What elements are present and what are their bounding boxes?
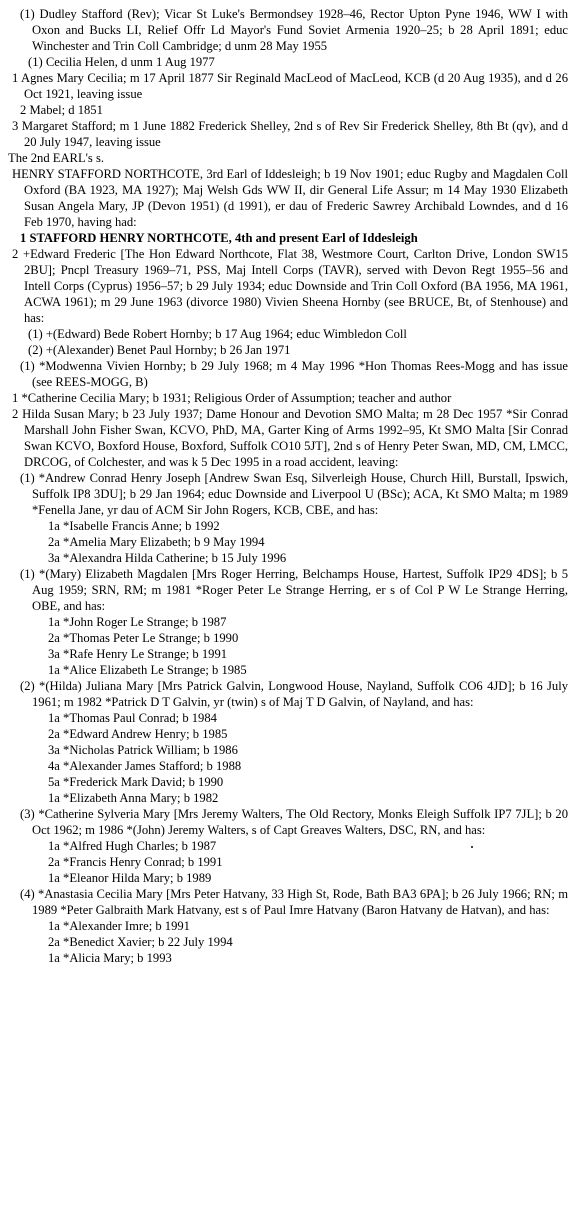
entry-paragraph: 3a *Rafe Henry Le Strange; b 1991 xyxy=(48,647,228,661)
entry-paragraph: (2) *(Hilda) Juliana Mary [Mrs Patrick Galvin, Longwood House, Nayland, Suffolk CO6 4JD]; b 16 July 1961; m 1982 *Patrick D T Galvin, yr (twin) s of Maj T D Galvin, of Nayland, and has: xyxy=(20,679,568,709)
entry-paragraph: (1) *(Mary) Elizabeth Magdalen [Mrs Roger Herring, Belchamps House, Hartest, Suffolk IP29 4DS]; b 5 Aug 1959; SRN, RM; m 1981 *Roger Peter Le Strange Herring, er s of Col P W Le Strange Herring, OBE, and has: xyxy=(20,567,568,613)
entry-paragraph: (3) *Catherine Sylveria Mary [Mrs Jeremy Walters, The Old Rectory, Monks Eleigh Suffolk IP7 7JL]; b 20 Oct 1962; m 1986 *(John) Jeremy Walters, s of Capt Greaves Walters, DSC, RN, and has: xyxy=(20,807,568,837)
entry-paragraph: The 2nd EARL's s. xyxy=(8,151,105,165)
entry-paragraph: 2a *Benedict Xavier; b 22 July 1994 xyxy=(48,935,233,949)
entry-paragraph: 1a *Thomas Paul Conrad; b 1984 xyxy=(48,711,217,725)
entry-paragraph: 1a *Alexander Imre; b 1991 xyxy=(48,919,190,933)
entry-paragraph: 1 Agnes Mary Cecilia; m 17 April 1877 Sir Reginald MacLeod of MacLeod, KCB (d 20 Aug 1935), and d 26 Oct 1921, leaving issue xyxy=(12,71,568,101)
entry-paragraph: 1a *John Roger Le Strange; b 1987 xyxy=(48,615,227,629)
entry-paragraph: 2a *Francis Henry Conrad; b 1991 xyxy=(48,855,223,869)
entry-paragraph: 1a *Alice Elizabeth Le Strange; b 1985 xyxy=(48,663,247,677)
entry-paragraph: 1a *Isabelle Francis Anne; b 1992 xyxy=(48,519,220,533)
entry-paragraph: 1a *Eleanor Hilda Mary; b 1989 xyxy=(48,871,212,885)
stray-mark xyxy=(471,846,473,848)
entry-paragraph: 5a *Frederick Mark David; b 1990 xyxy=(48,775,224,789)
entry-paragraph: (1) Cecilia Helen, d unm 1 Aug 1977 xyxy=(28,55,215,69)
entry-paragraph: 3a *Nicholas Patrick William; b 1986 xyxy=(48,743,238,757)
entry-paragraph: 1a *Elizabeth Anna Mary; b 1982 xyxy=(48,791,219,805)
entry-paragraph: (1) *Modwenna Vivien Hornby; b 29 July 1968; m 4 May 1996 *Hon Thomas Rees-Mogg and has issue (see REES-MOGG, B) xyxy=(20,359,568,389)
genealogy-entries xyxy=(8,6,568,966)
entry-paragraph: 3a *Alexandra Hilda Catherine; b 15 July 1996 xyxy=(48,551,287,565)
entry-paragraph: (1) *Andrew Conrad Henry Joseph [Andrew Swan Esq, Silverleigh House, Church Hill, Burstall, Ipswich, Suffolk IP8 3DU]; b 29 Jan 1964; educ Downside and Liverpool U (BSc); ACA, Kt SMO Malta; m 1989 *Fenella Jane, yr dau of ACM Sir John Rogers, KCB, CBE, and has: xyxy=(20,471,568,517)
entry-paragraph: 1 STAFFORD HENRY NORTHCOTE, 4th and present Earl of Iddesleigh xyxy=(20,231,418,245)
entry-paragraph: 4a *Alexander James Stafford; b 1988 xyxy=(48,759,242,773)
entry-paragraph: (1) Dudley Stafford (Rev); Vicar St Luke's Bermondsey 1928–46, Rector Upton Pyne 1946, WW I with Oxon and Bucks LI, Relief Offr Ld Mayor's Fund Soviet Armenia 1920–25; b 28 April 1891; educ Winchester and Trin Coll Cambridge; d unm 28 May 1955 xyxy=(20,7,568,53)
entry-paragraph: 2a *Thomas Peter Le Strange; b 1990 xyxy=(48,631,239,645)
entry-paragraph: 2 Mabel; d 1851 xyxy=(20,103,103,117)
entry-paragraph: 2 +Edward Frederic [The Hon Edward Northcote, Flat 38, Westmore Court, Carlton Drive, London SW15 2BU]; Pncpl Treasury 1969–71, PSS, Maj Intell Corps (TAVR), served with Devon Regt 1955–56 and Intell Corps (Cyprus) 1956–57; b 29 July 1934; educ Downside and Trin Coll Oxford (BA 1956, MA 1961, ACWA 1961); m 29 June 1963 (divorce 1980) Vivien Sheena Hornby (see BRUCE, Bt, of Stenhouse) and has: xyxy=(12,247,568,325)
entry-paragraph: 2a *Edward Andrew Henry; b 1985 xyxy=(48,727,228,741)
entry-paragraph: (2) +(Alexander) Benet Paul Hornby; b 26 Jan 1971 xyxy=(28,343,291,357)
entry-paragraph: (4) *Anastasia Cecilia Mary [Mrs Peter Hatvany, 33 High St, Rode, Bath BA3 6PA]; b 26 July 1966; RN; m 1989 *Peter Galbraith Mark Hatvany, est s of Paul Imre Hatvany (Baron Hatvany de Hatvan), and has: xyxy=(20,887,568,917)
entry-paragraph: HENRY STAFFORD NORTHCOTE, 3rd Earl of Iddesleigh; b 19 Nov 1901; educ Rugby and Magdalen Coll Oxford (BA 1923, MA 1927); Maj Welsh Gds WW II, dir General Life Assur; m 14 May 1930 Elizabeth Susan Angela Mary, JP (Devon 1951) (d 1991), er dau of Frederic Sawrey Archibald Lowndes, and d 16 Feb 1970, having had: xyxy=(12,167,568,229)
entry-paragraph: 3 Margaret Stafford; m 1 June 1882 Frederick Shelley, 2nd s of Rev Sir Frederick Shelley, 8th Bt (qv), and d 20 July 1947, leaving issue xyxy=(12,119,568,149)
entry-paragraph: 1a *Alicia Mary; b 1993 xyxy=(48,951,172,965)
entry-paragraph: 2 Hilda Susan Mary; b 23 July 1937; Dame Honour and Devotion SMO Malta; m 28 Dec 1957 *Sir Conrad Marshall John Fisher Swan, KCVO, PhD, MA, Garter King of Arms 1992–95, Kt SMO Malta [Sir Conrad Swan KCVO, Boxford House, Boxford, Suffolk CO10 5JT], 2nd s of Henry Peter Swan, MD, CM, LMCC, DRCOG, of Colchester, and was k 5 Dec 1995 in a road accident, leaving: xyxy=(12,407,568,469)
entry-paragraph: 1 *Catherine Cecilia Mary; b 1931; Religious Order of Assumption; teacher and author xyxy=(12,391,452,405)
entry-paragraph: (1) +(Edward) Bede Robert Hornby; b 17 Aug 1964; educ Wimbledon Coll xyxy=(28,327,407,341)
entry-paragraph: 1a *Alfred Hugh Charles; b 1987 xyxy=(48,839,217,853)
entry-paragraph: 2a *Amelia Mary Elizabeth; b 9 May 1994 xyxy=(48,535,265,549)
